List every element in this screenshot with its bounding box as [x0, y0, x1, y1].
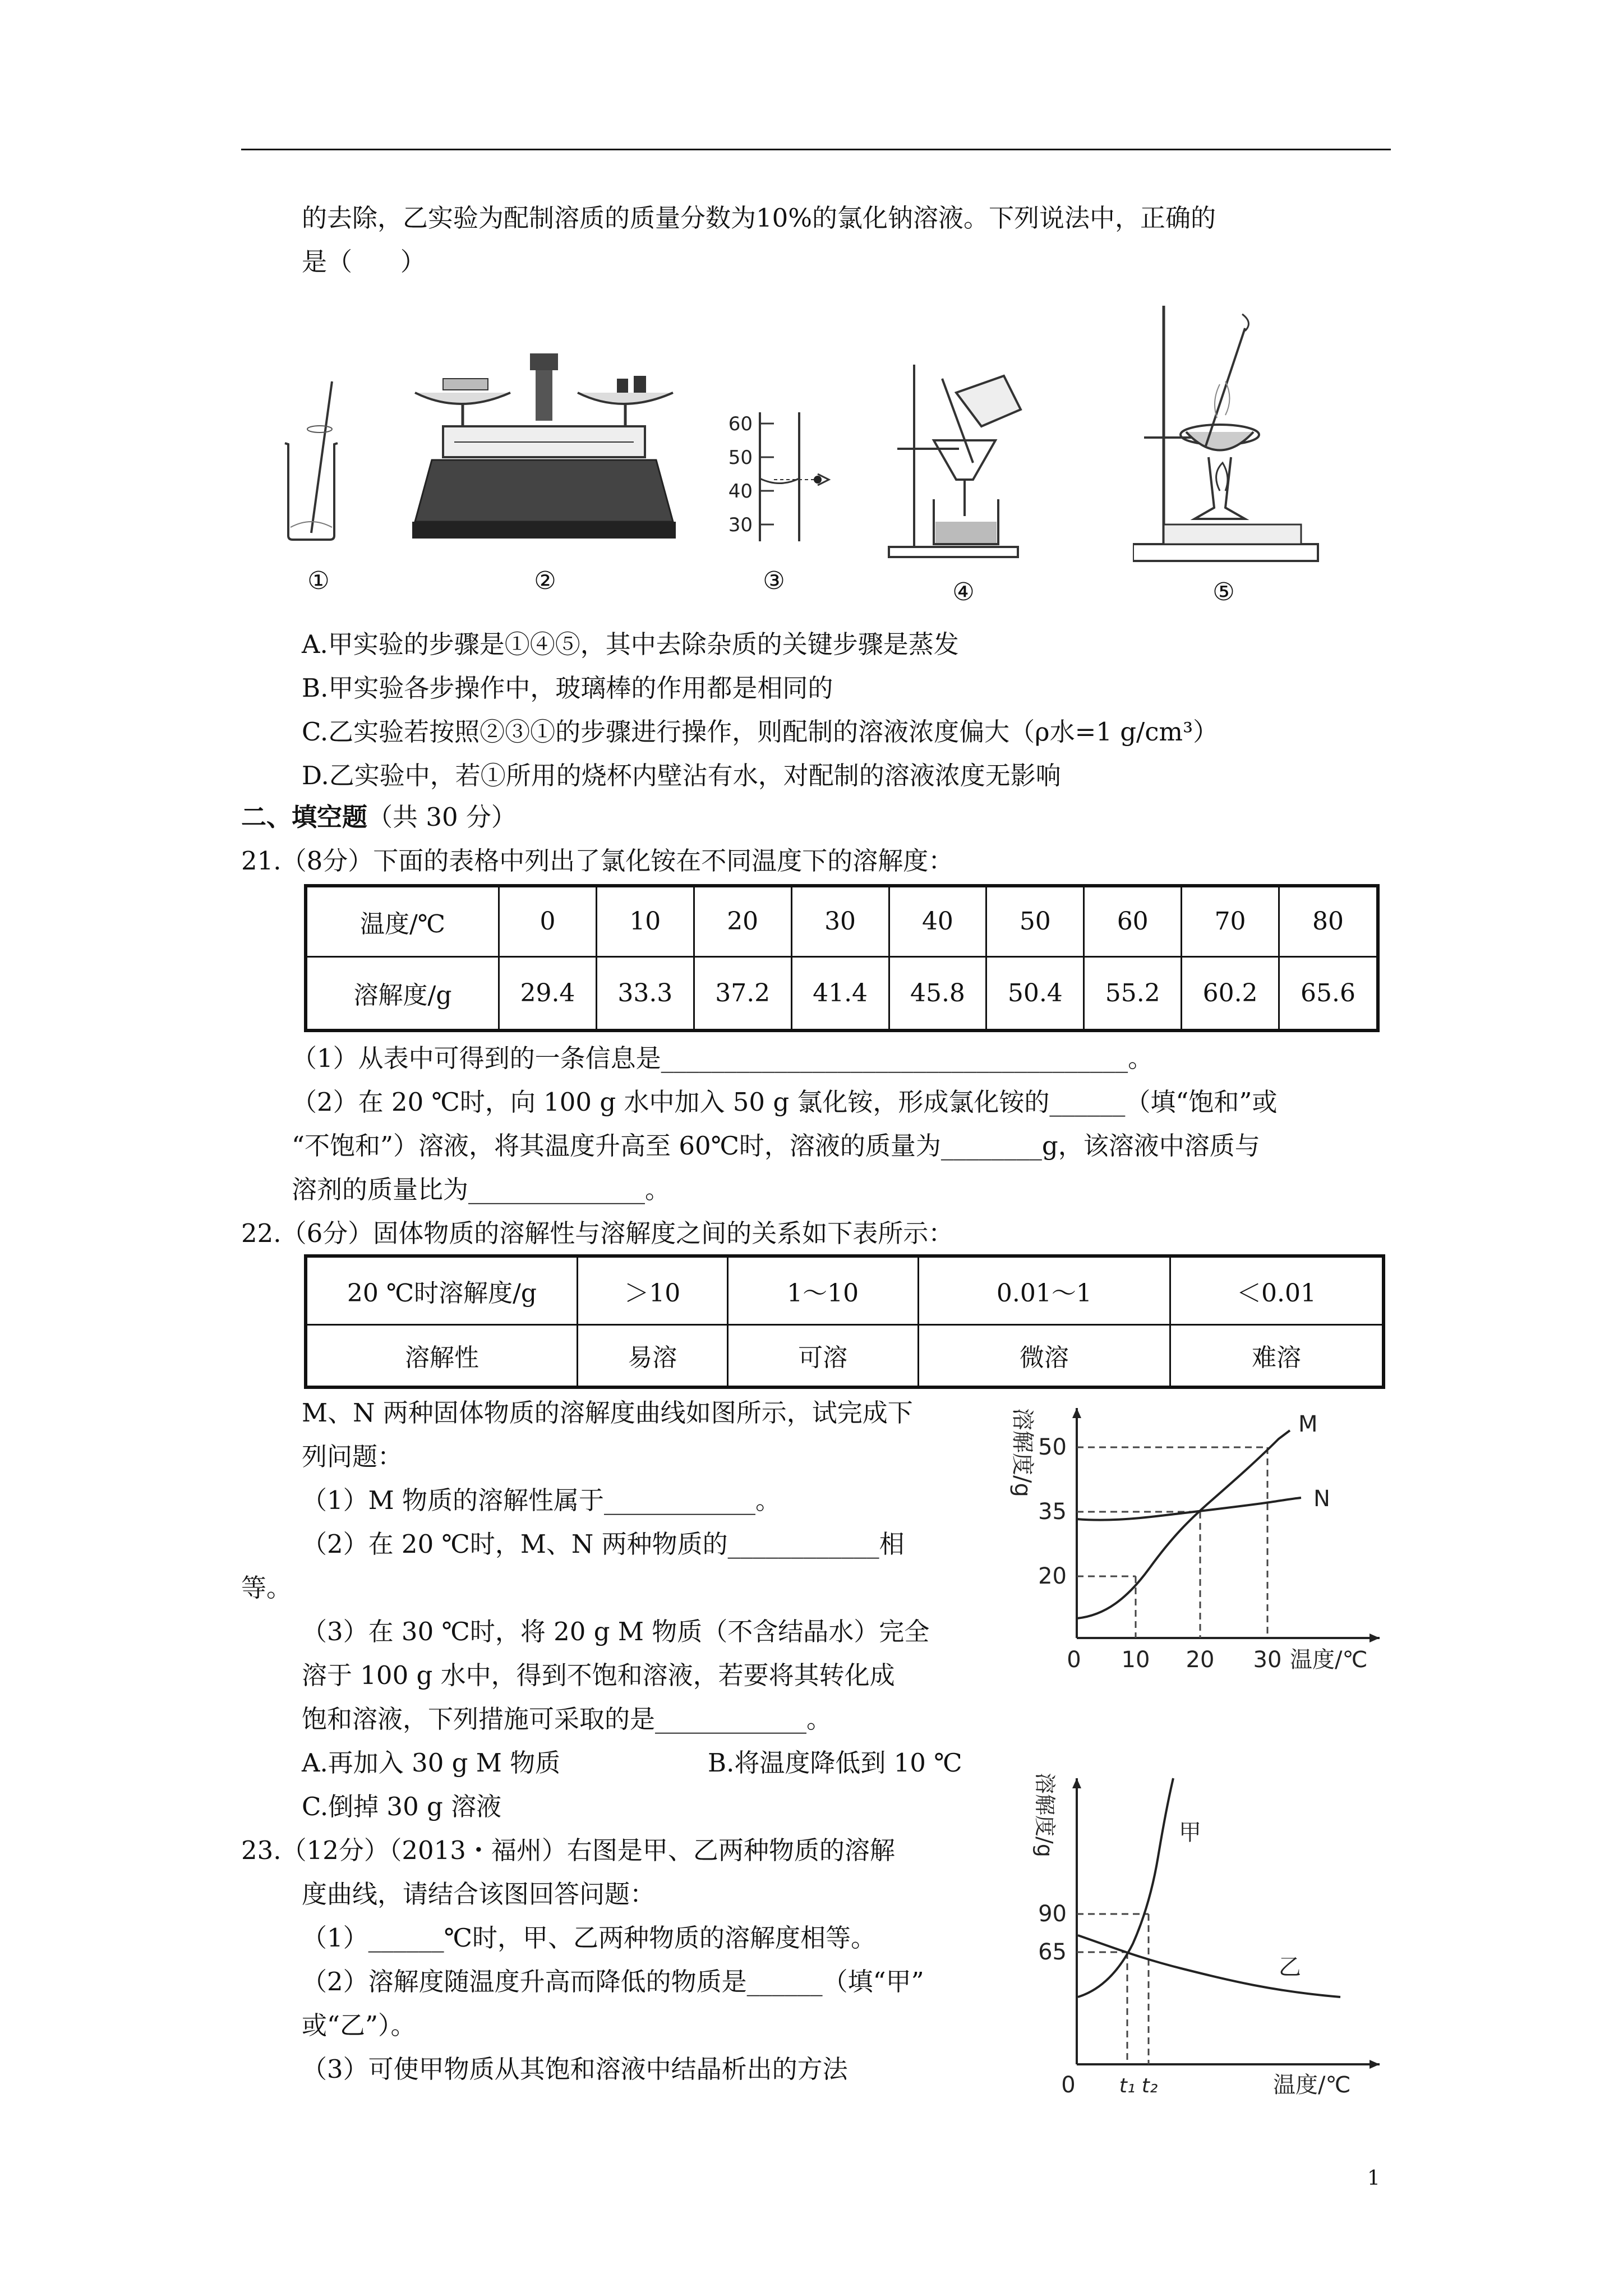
beaker-stirring-figure	[280, 376, 342, 544]
q21-cell: 45.8	[889, 956, 986, 1030]
q20-option-b: B.甲实验各步操作中，玻璃棒的作用都是相同的	[302, 673, 833, 703]
q21-cell: 33.3	[596, 956, 694, 1030]
jia-yi-solubility-chart	[1026, 1767, 1396, 2098]
y-tick-20: 20	[1038, 1563, 1067, 1589]
q22-option-a: A.再加入 30 g M 物质	[302, 1748, 561, 1778]
q22-sub2b: 等。	[241, 1573, 292, 1603]
page-number: 1	[1367, 2167, 1380, 2190]
q21-cell: 50.4	[986, 956, 1084, 1030]
q21-cell: 溶解度/g	[306, 956, 499, 1030]
q22-cell: 微溶	[918, 1324, 1170, 1387]
x-tick-0: 0	[1061, 2072, 1076, 2098]
series-label-yi: 乙	[1279, 1954, 1301, 1980]
q21-header-cell: 0	[499, 886, 597, 956]
header-rule	[241, 149, 1391, 150]
q21-header-cell: 70	[1182, 886, 1279, 956]
q20-option-c: C.乙实验若按照②③①的步骤进行操作，则配制的溶液浓度偏大（ρ水=1 g/cm³）	[302, 717, 1219, 747]
q22-intro1: M、N 两种固体物质的溶解度曲线如图所示，试完成下	[302, 1398, 913, 1428]
q22-header-cell: ＜0.01	[1170, 1256, 1384, 1324]
series-label-m: M	[1298, 1411, 1318, 1437]
q22-cell: 难溶	[1170, 1324, 1384, 1387]
q20-line1: 的去除，乙实验为配制溶质的质量分数为10%的氯化钠溶液。下列说法中，正确的	[302, 203, 1216, 233]
q21-header-cell: 40	[889, 886, 986, 956]
y-axis-label: 溶解度/g	[1032, 1773, 1057, 1857]
q22-sub2a: （2）在 20 ℃时，M、N 两种物质的____________相	[302, 1529, 905, 1559]
q21-cell: 55.2	[1084, 956, 1182, 1030]
q23-sub2b: 或“乙”）。	[302, 2010, 416, 2040]
q21-sub2b: “不饱和”）溶液，将其温度升高至 60℃时，溶液的质量为________g，该溶液中溶质与	[292, 1131, 1260, 1161]
q21-sub2a: （2）在 20 ℃时，向 100 g 水中加入 50 g 氯化铵，形成氯化铵的______（填“饱和”或	[292, 1087, 1278, 1117]
q21-header-cell: 50	[986, 886, 1084, 956]
q22-header-cell: 20 ℃时溶解度/g	[306, 1256, 578, 1324]
q23-sub3: （3）可使甲物质从其饱和溶液中结晶析出的方法	[302, 2054, 848, 2084]
figure-label-4: ④	[952, 578, 975, 606]
q22-header-cell: 1～10	[727, 1256, 918, 1324]
x-axis-label: 温度/℃	[1290, 1647, 1368, 1673]
cylinder-tick-50: 50	[728, 447, 753, 469]
q21-table-row	[306, 956, 1378, 1030]
x-tick-t1: t₁	[1119, 2074, 1136, 2097]
balance-figure	[409, 342, 679, 550]
q21-stem: 21.（8分）下面的表格中列出了氯化铵在不同温度下的溶解度：	[241, 846, 954, 876]
q22-cell: 易溶	[578, 1324, 728, 1387]
x-axis-label: 温度/℃	[1273, 2072, 1351, 2098]
q22-header-cell: ＞10	[578, 1256, 728, 1324]
q22-sub3c: 饱和溶液，下列措施可采取的是____________。	[302, 1704, 832, 1734]
section-title	[241, 801, 517, 834]
q21-cell: 65.6	[1279, 956, 1378, 1030]
q21-header-cell: 10	[596, 886, 694, 956]
q21-header-cell: 30	[791, 886, 889, 956]
evaporation-figure	[1133, 306, 1324, 564]
cylinder-tick-30: 30	[728, 514, 753, 536]
figure-label-3: ③	[763, 567, 785, 595]
q23-stem2: 度曲线，请结合该图回答问题：	[302, 1879, 656, 1909]
q21-header-cell: 20	[694, 886, 791, 956]
section-title-suffix: （共 30 分）	[367, 802, 517, 832]
q22-cell: 可溶	[727, 1324, 918, 1387]
graduated-cylinder-figure	[718, 407, 841, 547]
q21-cell: 29.4	[499, 956, 597, 1030]
mn-solubility-chart	[993, 1391, 1396, 1694]
figure-label-5: ⑤	[1212, 578, 1235, 606]
q20-line2: 是（ ）	[302, 247, 426, 277]
curve-m	[1077, 1430, 1290, 1618]
q22-option-c: C.倒掉 30 g 溶液	[302, 1792, 502, 1821]
q21-cell: 37.2	[694, 956, 791, 1030]
q21-sub1: （1）从表中可得到的一条信息是_____________________________________。	[292, 1043, 1154, 1073]
q22-sub3a: （3）在 30 ℃时，将 20 g M 物质（不含结晶水）完全	[302, 1617, 930, 1646]
q22-header-cell: 0.01～1	[918, 1256, 1170, 1324]
y-tick-65: 65	[1038, 1939, 1067, 1965]
cylinder-tick-60: 60	[728, 413, 753, 435]
q22-table	[304, 1254, 1385, 1389]
q22-intro2: 列问题：	[302, 1442, 403, 1471]
curve-jia	[1078, 1778, 1173, 1997]
x-tick-30: 30	[1253, 1647, 1282, 1673]
x-tick-20: 20	[1186, 1647, 1215, 1673]
y-tick-90: 90	[1038, 1901, 1067, 1927]
x-tick-t2: t₂	[1141, 2074, 1158, 2097]
q21-sub2c: 溶剂的质量比为______________。	[292, 1175, 671, 1204]
q23-sub1: （1）______℃时，甲、乙两种物质的溶解度相等。	[302, 1923, 876, 1953]
y-tick-35: 35	[1038, 1499, 1067, 1525]
series-label-n: N	[1313, 1486, 1330, 1512]
q22-table-header-row	[306, 1256, 1384, 1324]
q22-sub3b: 溶于 100 g 水中，得到不饱和溶液，若要将其转化成	[302, 1660, 895, 1690]
cylinder-tick-40: 40	[728, 480, 753, 503]
x-tick-0: 0	[1067, 1647, 1081, 1673]
filtration-figure	[880, 353, 1032, 561]
q20-option-a: A.甲实验的步骤是①④⑤，其中去除杂质的关键步骤是蒸发	[302, 629, 959, 659]
q20-option-d: D.乙实验中，若①所用的烧杯内壁沾有水，对配制的溶液浓度无影响	[302, 761, 1061, 790]
y-axis-label: 溶解度/g	[1009, 1408, 1035, 1497]
q22-cell: 溶解性	[306, 1324, 578, 1387]
figure-label-2: ②	[534, 567, 556, 595]
q21-header-cell: 80	[1279, 886, 1378, 956]
series-label-jia: 甲	[1179, 1820, 1201, 1846]
y-tick-50: 50	[1038, 1434, 1067, 1460]
q22-stem: 22.（6分）固体物质的溶解性与溶解度之间的关系如下表所示：	[241, 1218, 954, 1248]
q22-table-row	[306, 1324, 1384, 1387]
q21-table-header-row	[306, 886, 1378, 956]
q23-sub2a: （2）溶解度随温度升高而降低的物质是______（填“甲”	[302, 1967, 924, 1996]
x-tick-10: 10	[1121, 1647, 1150, 1673]
figure-label-1: ①	[307, 567, 330, 595]
q21-header-cell: 温度/℃	[306, 886, 499, 956]
q22-option-b: B.将温度降低到 10 ℃	[708, 1748, 962, 1778]
q21-cell: 60.2	[1182, 956, 1279, 1030]
q21-header-cell: 60	[1084, 886, 1182, 956]
q21-table	[304, 884, 1380, 1032]
q21-cell: 41.4	[791, 956, 889, 1030]
section-title-bold: 二、填空题	[241, 802, 368, 832]
q23-stem1: 23.（12分）（2013・福州）右图是甲、乙两种物质的溶解	[241, 1835, 895, 1865]
q22-sub1: （1）M 物质的溶解性属于____________。	[302, 1485, 781, 1515]
